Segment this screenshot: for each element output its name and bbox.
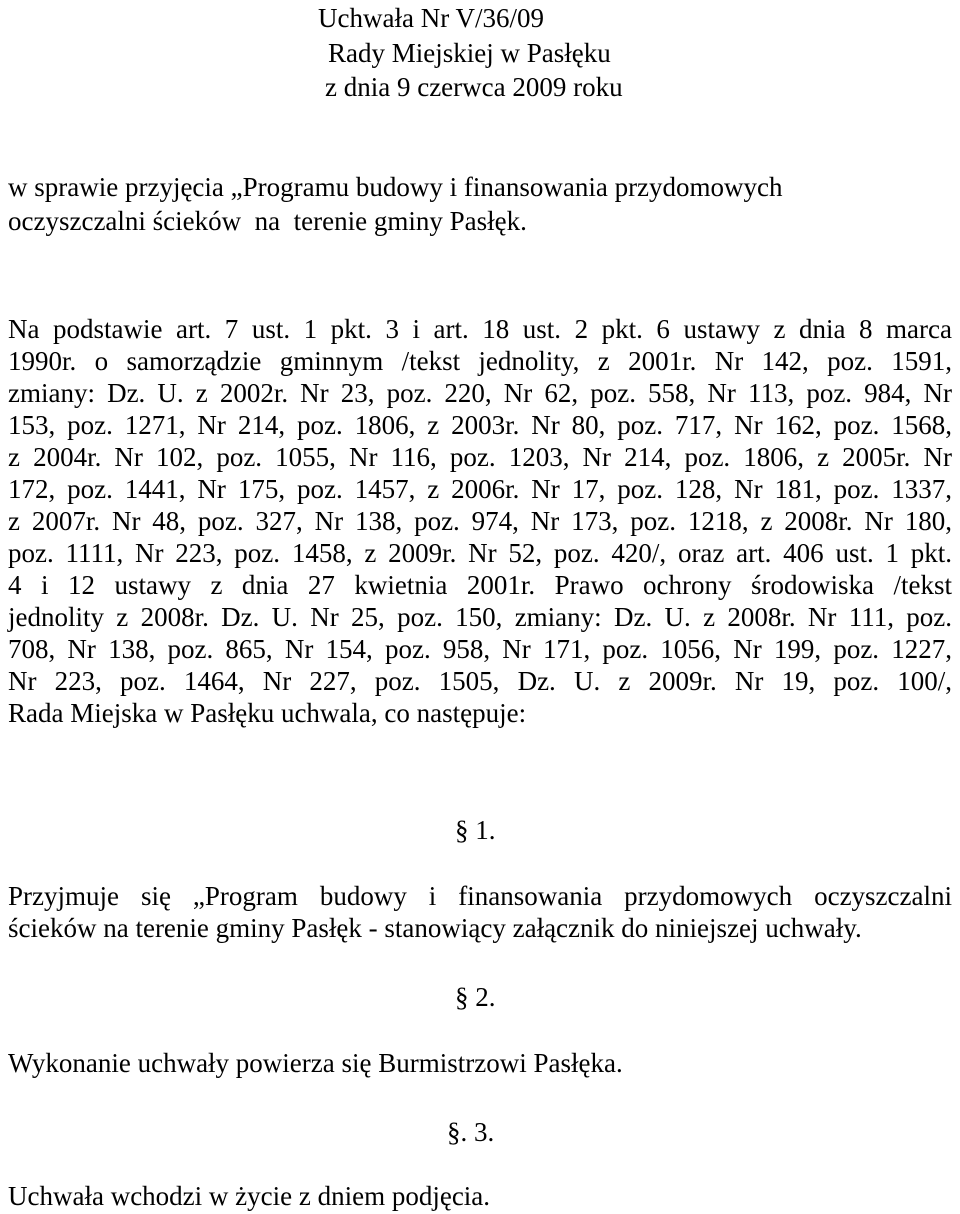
preamble-line: z 2007r. Nr 48, poz. 327, Nr 138, poz. 974, Nr 173, poz. 1218, z 2008r. Nr 180, <box>8 506 952 536</box>
preamble-line: z 2004r. Nr 102, poz. 1055, Nr 116, poz. 1203, Nr 214, poz. 1806, z 2005r. Nr <box>8 442 952 472</box>
section-mark-2: § 2. <box>455 982 496 1012</box>
resolution-date: z dnia 9 czerwca 2009 roku <box>325 72 623 102</box>
section-1-line: Przyjmuje się „Program budowy i finansowania przydomowych oczyszczalni <box>8 881 952 911</box>
preamble-line-final: Rada Miejska w Pasłęku uchwala, co następuje: <box>8 698 527 728</box>
preamble-line: 153, poz. 1271, Nr 214, poz. 1806, z 2003r. Nr 80, poz. 717, Nr 162, poz. 1568, <box>8 410 952 440</box>
subject-line-1: w sprawie przyjęcia „Programu budowy i finansowania przydomowych <box>8 172 783 202</box>
section-3-line: Uchwała wchodzi w życie z dniem podjęcia. <box>8 1181 491 1211</box>
preamble-line: zmiany: Dz. U. z 2002r. Nr 23, poz. 220, Nr 62, poz. 558, Nr 113, poz. 984, Nr <box>8 378 952 408</box>
preamble-line: Nr 223, poz. 1464, Nr 227, poz. 1505, Dz. U. z 2009r. Nr 19, poz. 100/, <box>8 666 952 696</box>
preamble-line: 708, Nr 138, poz. 865, Nr 154, poz. 958, Nr 171, poz. 1056, Nr 199, poz. 1227, <box>8 634 952 664</box>
section-2-line: Wykonanie uchwały powierza się Burmistrzowi Pasłęka. <box>8 1048 623 1078</box>
subject-line-2: oczyszczalni ścieków na terenie gminy Pasłęk. <box>8 206 527 236</box>
preamble-line: Na podstawie art. 7 ust. 1 pkt. 3 i art. 18 ust. 2 pkt. 6 ustawy z dnia 8 marca <box>8 314 952 344</box>
section-1-line: ścieków na terenie gminy Pasłęk - stanowiący załącznik do niniejszej uchwały. <box>8 913 862 943</box>
council-name: Rady Miejskiej w Pasłęku <box>328 38 611 68</box>
resolution-title: Uchwała Nr V/36/09 <box>318 3 544 33</box>
preamble-line: poz. 1111, Nr 223, poz. 1458, z 2009r. Nr 52, poz. 420/, oraz art. 406 ust. 1 pkt. <box>8 538 952 568</box>
preamble-line: 1990r. o samorządzie gminnym /tekst jednolity, z 2001r. Nr 142, poz. 1591, <box>8 346 952 376</box>
preamble-line: 4 i 12 ustawy z dnia 27 kwietnia 2001r. Prawo ochrony środowiska /tekst <box>8 570 952 600</box>
section-mark-1: § 1. <box>455 815 496 845</box>
section-mark-3: §. 3. <box>447 1117 495 1147</box>
preamble-line: jednolity z 2008r. Dz. U. Nr 25, poz. 150, zmiany: Dz. U. z 2008r. Nr 111, poz. <box>8 602 952 632</box>
preamble-line: 172, poz. 1441, Nr 175, poz. 1457, z 2006r. Nr 17, poz. 128, Nr 181, poz. 1337, <box>8 474 952 504</box>
